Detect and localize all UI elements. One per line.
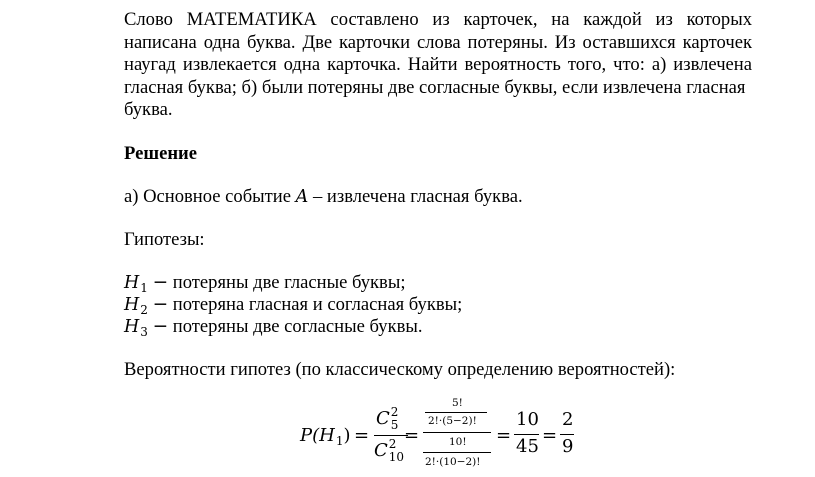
- fraction-bar: [423, 452, 491, 453]
- hypothesis-dash: −: [152, 316, 169, 337]
- inner-bottom-numerator: 10!: [449, 436, 467, 448]
- hypothesis-symbol: H: [124, 273, 140, 293]
- hypothesis-dash: −: [152, 294, 169, 315]
- fraction1-denominator: 45: [516, 436, 539, 457]
- hypothesis-index: 3: [140, 325, 148, 339]
- event-prefix: а) Основное событие: [124, 186, 296, 207]
- fraction2-denominator: 9: [562, 436, 574, 457]
- formula-lhs-index: 1: [335, 434, 344, 448]
- formula-lhs-close: ): [343, 425, 351, 446]
- equals-sign: =: [542, 425, 558, 446]
- formula-lhs: [300, 425, 351, 446]
- hypothesis-3: [124, 316, 423, 339]
- hypothesis-text: потеряны две гласные буквы;: [168, 272, 406, 293]
- combination-denominator: [374, 438, 405, 464]
- c2-sub: 10: [388, 450, 405, 464]
- problem-statement: [124, 9, 752, 122]
- equals-sign: =: [354, 425, 370, 446]
- fraction-bar: [423, 432, 491, 433]
- fraction-bar: [425, 412, 487, 413]
- problem-last-line: буква.: [124, 99, 173, 121]
- c-letter: C: [376, 408, 390, 429]
- hypothesis-index: 1: [140, 281, 148, 295]
- hypotheses-title: Гипотезы:: [124, 229, 205, 250]
- hypothesis-symbol: H: [124, 295, 140, 315]
- probabilities-title: Вероятности гипотез (по классическому определению вероятностей):: [124, 359, 676, 380]
- hypothesis-symbol: H: [124, 317, 140, 337]
- hypothesis-text: потеряна гласная и согласная буквы;: [168, 294, 463, 315]
- formula-lhs-text: P(H: [300, 425, 335, 446]
- inner-top-denominator: 2!·(5−2)!: [428, 415, 477, 427]
- fraction2-numerator: 2: [562, 409, 574, 430]
- problem-text: Слово МАТЕМАТИКА составлено из карточек, на каждой из которых написана одна буква. Две карточки слова потеряны. Из оставшихся карточек наугад извлекается одна карточка. Найти вероятность того, что: а) извлечена гласная буква; б) были потеряны две согласные буквы, если извлечена гласная: [124, 9, 752, 98]
- c2-sup: 2: [388, 437, 397, 451]
- combination-numerator: [376, 406, 400, 432]
- fraction1-numerator: 10: [516, 409, 539, 430]
- fraction-bar: [560, 434, 574, 435]
- event-suffix: – извлечена гласная буква.: [308, 186, 523, 207]
- c1-indices: [391, 406, 400, 432]
- event-definition: [124, 186, 523, 208]
- hypothesis-dash: −: [152, 272, 169, 293]
- event-symbol: A: [295, 187, 309, 207]
- hypothesis-index: 2: [140, 303, 148, 317]
- solution-heading: Решение: [124, 143, 197, 164]
- hypothesis-2: [124, 294, 462, 317]
- inner-top-numerator: 5!: [452, 397, 463, 409]
- hypothesis-1: [124, 272, 406, 295]
- fraction-bar: [514, 434, 539, 435]
- c1-sub: 5: [390, 418, 399, 432]
- fraction-bar: [374, 435, 408, 436]
- inner-bottom-denominator: 2!·(10−2)!: [425, 456, 481, 468]
- equals-sign: =: [496, 425, 512, 446]
- c2-indices: [389, 438, 405, 464]
- c1-sup: 2: [390, 405, 399, 419]
- c-letter: C: [374, 440, 388, 461]
- equals-sign: =: [404, 425, 420, 446]
- hypothesis-text: потеряны две согласные буквы.: [168, 316, 423, 337]
